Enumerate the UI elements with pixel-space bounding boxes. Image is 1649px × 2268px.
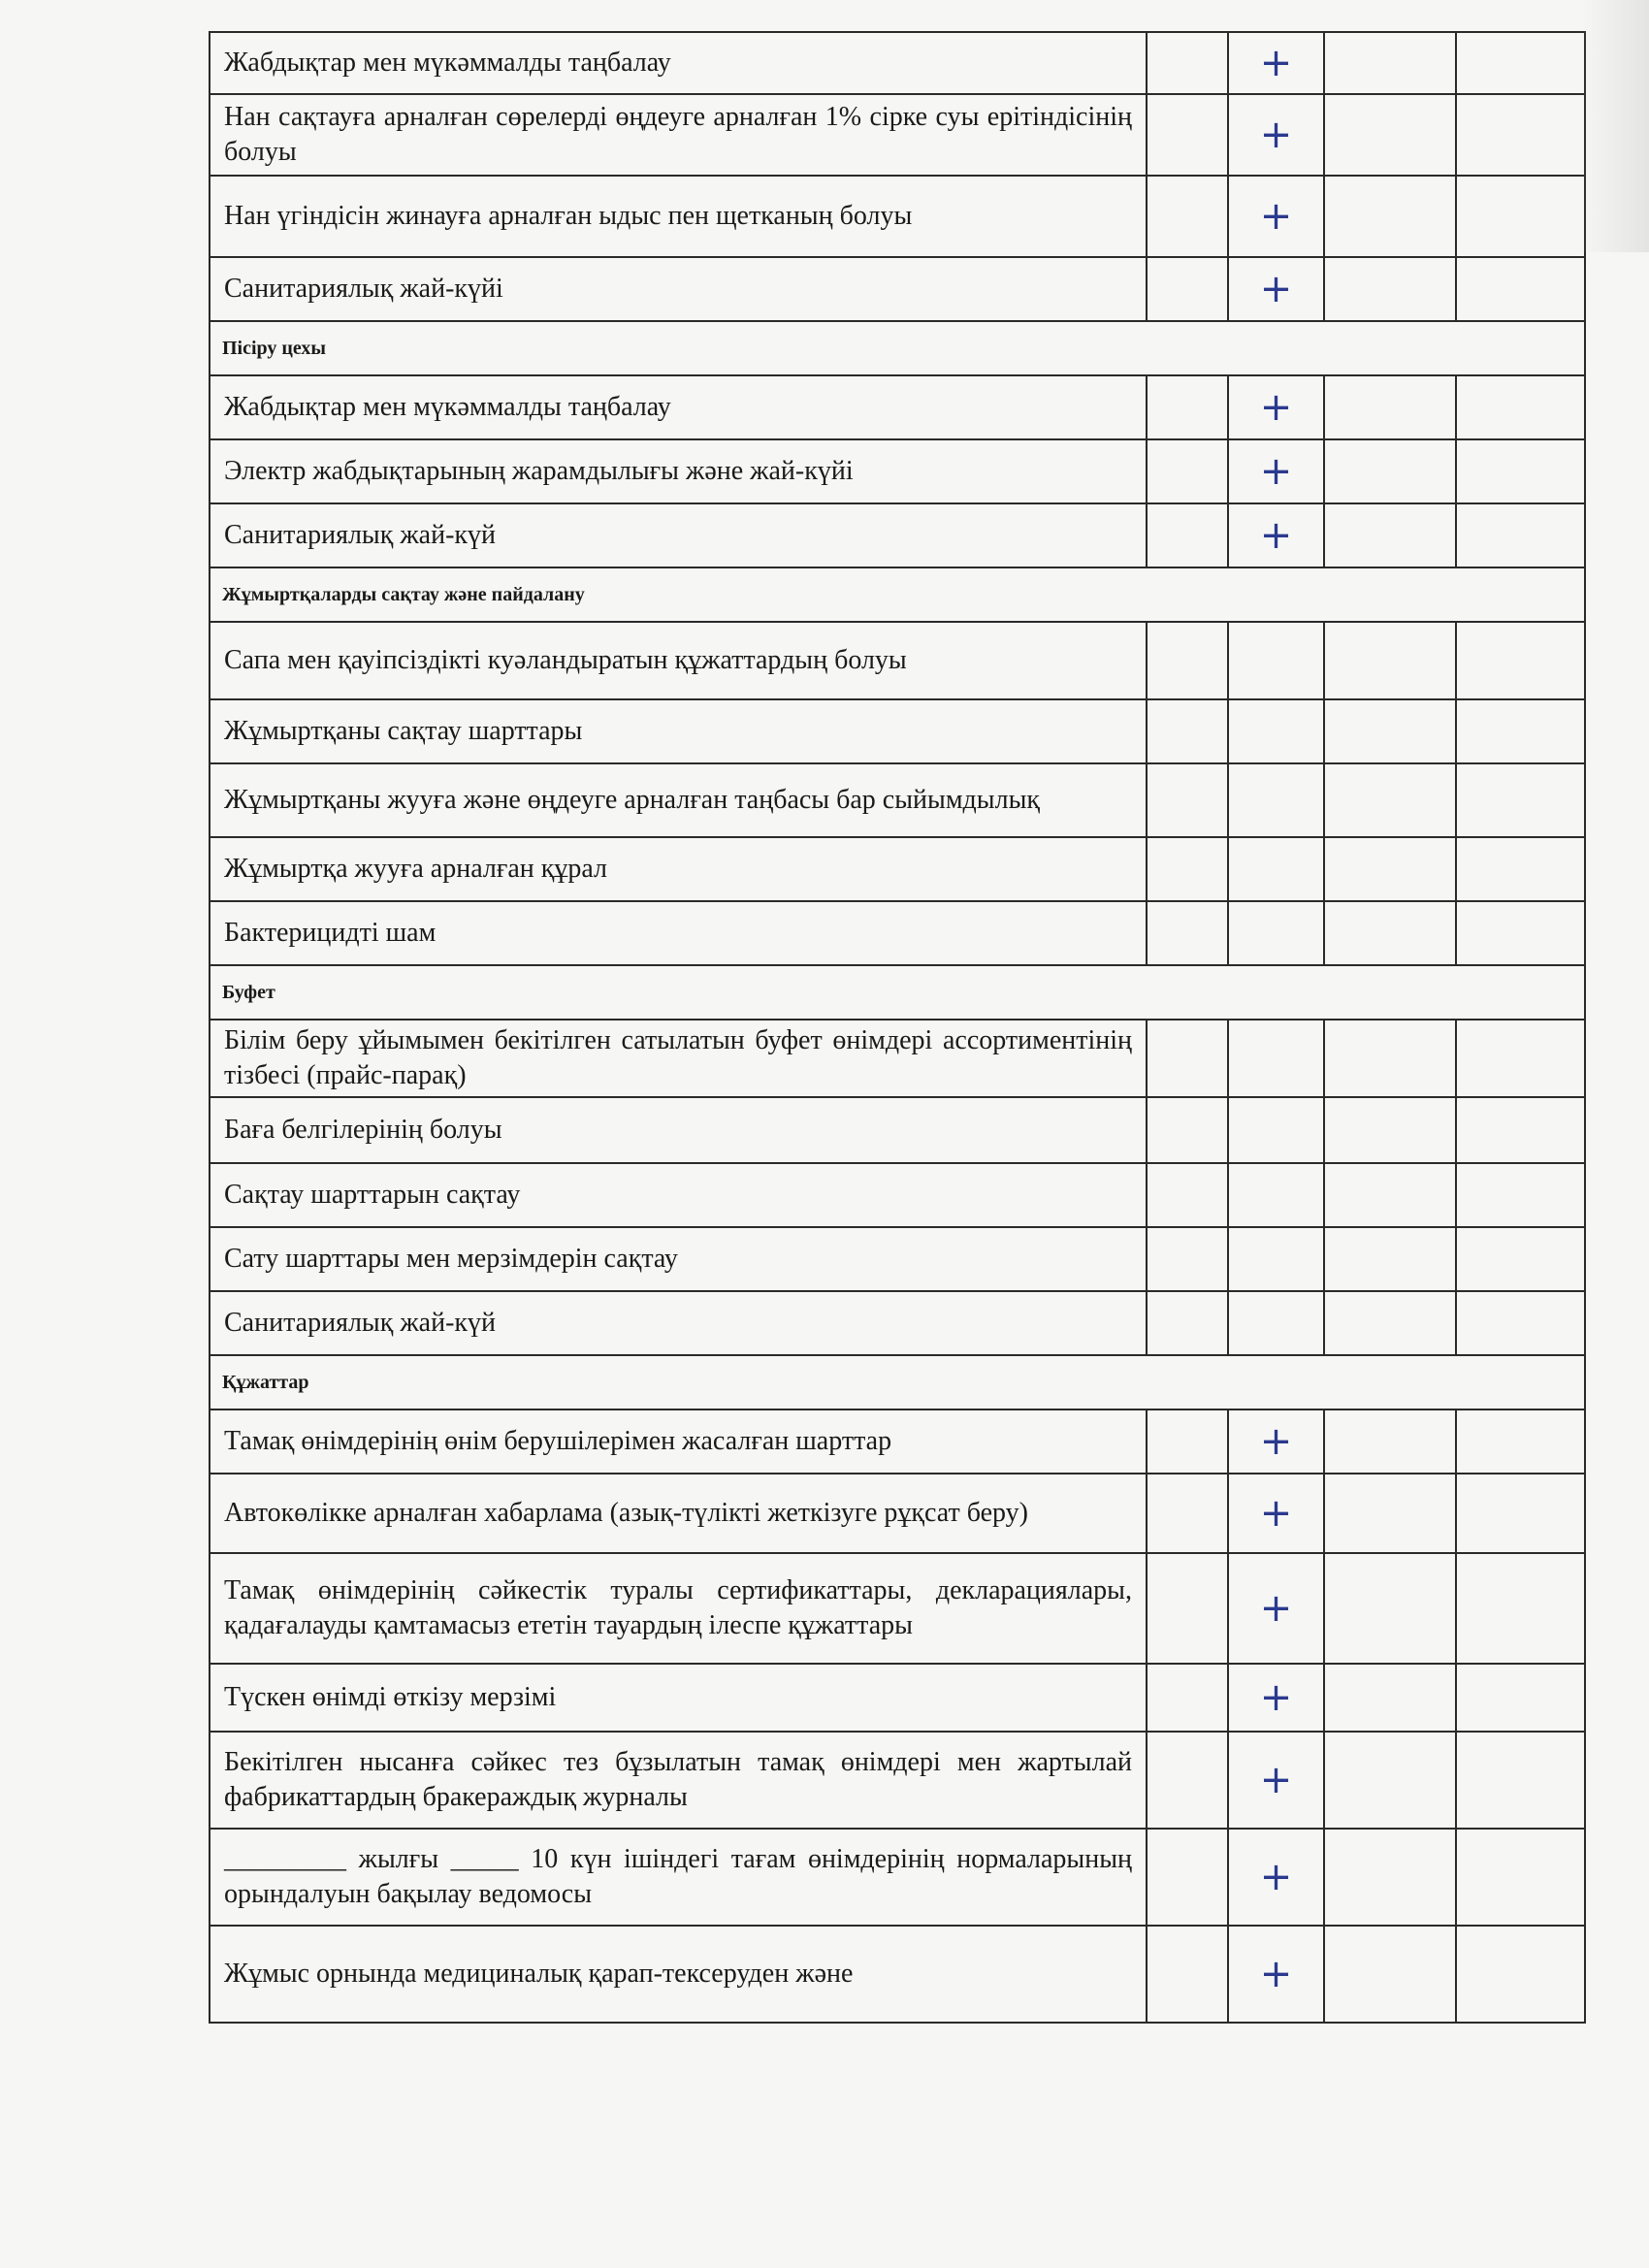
empty-cell: [1324, 1020, 1456, 1097]
empty-cell: [1456, 1474, 1585, 1553]
empty-cell: [1324, 1732, 1456, 1829]
requirement-text: Тамақ өнімдерінің сәйкестік туралы сертификаттары, декларациялары, қадағалауды қамтамасыз ететін тауардың ілеспе құжаттары: [210, 1553, 1147, 1664]
section-row: [210, 965, 1585, 1020]
empty-cell: [1147, 503, 1228, 567]
mark-cell: [1228, 1732, 1324, 1829]
requirement-text: Нан үгіндісін жинауға арналған ыдыс пен щетканың болуы: [210, 176, 1147, 257]
empty-cell: [1324, 1291, 1456, 1355]
mark-cell: [1228, 1020, 1324, 1097]
checklist-row: [210, 622, 1585, 699]
handwritten-plus-mark: +: [1259, 1586, 1293, 1631]
empty-cell: [1147, 1020, 1228, 1097]
empty-cell: [1147, 257, 1228, 321]
empty-cell: [1324, 503, 1456, 567]
empty-cell: [1324, 1163, 1456, 1227]
checklist-row: [210, 176, 1585, 257]
empty-cell: [1324, 1097, 1456, 1163]
requirement-text: Сақтау шарттарын сақтау: [210, 1163, 1147, 1227]
checklist-row: [210, 1474, 1585, 1553]
checklist-row: [210, 375, 1585, 439]
requirement-text: Санитариялық жай-күй: [210, 503, 1147, 567]
mark-cell: [1228, 837, 1324, 901]
requirement-text: Жабдықтар мен мүкәммалды таңбалау: [210, 32, 1147, 94]
section-row: [210, 321, 1585, 375]
empty-cell: [1147, 1291, 1228, 1355]
handwritten-plus-mark: +: [1259, 449, 1293, 494]
section-title: Пісіру цехы: [210, 321, 1585, 375]
checklist-row: [210, 439, 1585, 503]
empty-cell: [1456, 699, 1585, 763]
checklist-row: [210, 1097, 1585, 1163]
empty-cell: [1147, 1474, 1228, 1553]
empty-cell: [1147, 901, 1228, 965]
empty-cell: [1456, 1163, 1585, 1227]
checklist-row: [210, 503, 1585, 567]
checklist-row: [210, 32, 1585, 94]
checklist-row: [210, 1732, 1585, 1829]
empty-cell: [1147, 622, 1228, 699]
empty-cell: [1147, 375, 1228, 439]
checklist-row: [210, 1926, 1585, 2023]
empty-cell: [1147, 439, 1228, 503]
empty-cell: [1456, 1926, 1585, 2023]
requirement-text: Сату шарттары мен мерзімдерін сақтау: [210, 1227, 1147, 1291]
empty-cell: [1147, 1163, 1228, 1227]
handwritten-plus-mark: +: [1259, 1675, 1293, 1720]
requirement-text: Тамақ өнімдерінің өнім берушілерімен жасалған шарттар: [210, 1409, 1147, 1474]
empty-cell: [1147, 32, 1228, 94]
empty-cell: [1324, 1409, 1456, 1474]
mark-cell: [1228, 503, 1324, 567]
empty-cell: [1147, 1227, 1228, 1291]
requirement-text: Білім беру ұйымымен бекітілген сатылатын буфет өнімдері ассортиментінің тізбесі (прайс-парақ): [210, 1020, 1147, 1097]
handwritten-plus-mark: +: [1259, 194, 1293, 239]
empty-cell: [1324, 1474, 1456, 1553]
checklist-row: [210, 1163, 1585, 1227]
handwritten-plus-mark: +: [1259, 385, 1293, 430]
handwritten-plus-mark: +: [1259, 267, 1293, 311]
empty-cell: [1147, 94, 1228, 176]
checklist-body: [210, 32, 1585, 2023]
handwritten-plus-mark: +: [1259, 513, 1293, 558]
empty-cell: [1324, 1227, 1456, 1291]
empty-cell: [1456, 1409, 1585, 1474]
handwritten-plus-mark: +: [1259, 113, 1293, 157]
checklist-row: [210, 901, 1585, 965]
mark-cell: [1228, 1926, 1324, 2023]
empty-cell: [1456, 1097, 1585, 1163]
empty-cell: [1147, 763, 1228, 837]
section-title: Құжаттар: [210, 1355, 1585, 1409]
checklist-row: [210, 699, 1585, 763]
section-row: [210, 1355, 1585, 1409]
empty-cell: [1147, 699, 1228, 763]
mark-cell: [1228, 1474, 1324, 1553]
checklist-row: [210, 1409, 1585, 1474]
mark-cell: [1228, 176, 1324, 257]
requirement-text: Жұмыртқаны жууға және өңдеуге арналған таңбасы бар сыйымдылық: [210, 763, 1147, 837]
requirement-text: Санитариялық жай-күй: [210, 1291, 1147, 1355]
requirement-text: Жұмыртқаны сақтау шарттары: [210, 699, 1147, 763]
empty-cell: [1456, 763, 1585, 837]
empty-cell: [1324, 1664, 1456, 1732]
requirement-text: Түскен өнімді өткізу мерзімі: [210, 1664, 1147, 1732]
empty-cell: [1324, 1829, 1456, 1926]
empty-cell: [1324, 257, 1456, 321]
empty-cell: [1456, 176, 1585, 257]
empty-cell: [1456, 1553, 1585, 1664]
empty-cell: [1456, 1664, 1585, 1732]
mark-cell: [1228, 1227, 1324, 1291]
mark-cell: [1228, 439, 1324, 503]
empty-cell: [1147, 1732, 1228, 1829]
empty-cell: [1324, 1553, 1456, 1664]
empty-cell: [1456, 503, 1585, 567]
checklist-row: [210, 1829, 1585, 1926]
mark-cell: [1228, 1291, 1324, 1355]
empty-cell: [1147, 176, 1228, 257]
handwritten-plus-mark: +: [1259, 1419, 1293, 1464]
empty-cell: [1324, 94, 1456, 176]
mark-cell: [1228, 1553, 1324, 1664]
empty-cell: [1147, 1664, 1228, 1732]
handwritten-plus-mark: +: [1259, 1491, 1293, 1536]
empty-cell: [1456, 1732, 1585, 1829]
requirement-text: Баға белгілерінің болуы: [210, 1097, 1147, 1163]
empty-cell: [1147, 1829, 1228, 1926]
empty-cell: [1456, 622, 1585, 699]
empty-cell: [1456, 1020, 1585, 1097]
section-title: Буфет: [210, 965, 1585, 1020]
mark-cell: [1228, 699, 1324, 763]
checklist-row: [210, 1291, 1585, 1355]
checklist-row: [210, 1664, 1585, 1732]
empty-cell: [1456, 439, 1585, 503]
mark-cell: [1228, 622, 1324, 699]
empty-cell: [1324, 439, 1456, 503]
handwritten-plus-mark: +: [1259, 1952, 1293, 1996]
empty-cell: [1456, 257, 1585, 321]
empty-cell: [1324, 699, 1456, 763]
requirement-text: _________ жылғы _____ 10 күн ішіндегі тағам өнімдерінің нормаларының орындалуын бақылау ведомосы: [210, 1829, 1147, 1926]
mark-cell: [1228, 257, 1324, 321]
checklist-row: [210, 257, 1585, 321]
empty-cell: [1324, 176, 1456, 257]
requirement-text: Жабдықтар мен мүкәммалды таңбалау: [210, 375, 1147, 439]
requirement-text: Автокөлікке арналған хабарлама (азық-түлікті жеткізуге рұқсат беру): [210, 1474, 1147, 1553]
mark-cell: [1228, 901, 1324, 965]
mark-cell: [1228, 1409, 1324, 1474]
empty-cell: [1324, 32, 1456, 94]
empty-cell: [1456, 1227, 1585, 1291]
mark-cell: [1228, 1829, 1324, 1926]
requirement-text: Санитариялық жай-күйі: [210, 257, 1147, 321]
page-edge-shadow: [1581, 0, 1649, 252]
requirement-text: Жұмыртқа жууға арналған құрал: [210, 837, 1147, 901]
empty-cell: [1456, 1829, 1585, 1926]
empty-cell: [1324, 622, 1456, 699]
empty-cell: [1147, 837, 1228, 901]
empty-cell: [1147, 1097, 1228, 1163]
checklist-row: [210, 94, 1585, 176]
empty-cell: [1324, 763, 1456, 837]
empty-cell: [1324, 1926, 1456, 2023]
empty-cell: [1456, 901, 1585, 965]
checklist-row: [210, 763, 1585, 837]
mark-cell: [1228, 763, 1324, 837]
mark-cell: [1228, 1664, 1324, 1732]
empty-cell: [1456, 1291, 1585, 1355]
checklist-row: [210, 1020, 1585, 1097]
empty-cell: [1147, 1926, 1228, 2023]
requirement-text: Бактерицидті шам: [210, 901, 1147, 965]
checklist-table: [209, 31, 1586, 2024]
checklist-row: [210, 1227, 1585, 1291]
requirement-text: Электр жабдықтарының жарамдылығы және жай-күйі: [210, 439, 1147, 503]
handwritten-plus-mark: +: [1259, 1855, 1293, 1899]
requirement-text: Нан сақтауға арналған сөрелерді өңдеуге арналған 1% сірке суы ерітіндісінің болуы: [210, 94, 1147, 176]
mark-cell: [1228, 32, 1324, 94]
mark-cell: [1228, 94, 1324, 176]
mark-cell: [1228, 375, 1324, 439]
empty-cell: [1324, 375, 1456, 439]
requirement-text: Сапа мен қауіпсіздікті куәландыратын құжаттардың болуы: [210, 622, 1147, 699]
section-row: [210, 567, 1585, 622]
checklist-row: [210, 1553, 1585, 1664]
section-title: Жұмыртқаларды сақтау және пайдалану: [210, 567, 1585, 622]
mark-cell: [1228, 1163, 1324, 1227]
requirement-text: Жұмыс орнында медициналық қарап-тексеруден және: [210, 1926, 1147, 2023]
handwritten-plus-mark: +: [1259, 1758, 1293, 1802]
empty-cell: [1456, 94, 1585, 176]
empty-cell: [1456, 837, 1585, 901]
empty-cell: [1456, 375, 1585, 439]
empty-cell: [1147, 1553, 1228, 1664]
empty-cell: [1147, 1409, 1228, 1474]
empty-cell: [1324, 901, 1456, 965]
empty-cell: [1324, 837, 1456, 901]
handwritten-plus-mark: +: [1259, 41, 1293, 85]
empty-cell: [1456, 32, 1585, 94]
checklist-row: [210, 837, 1585, 901]
mark-cell: [1228, 1097, 1324, 1163]
requirement-text: Бекітілген нысанға сәйкес тез бұзылатын тамақ өнімдері мен жартылай фабрикаттардың бракераждық журналы: [210, 1732, 1147, 1829]
